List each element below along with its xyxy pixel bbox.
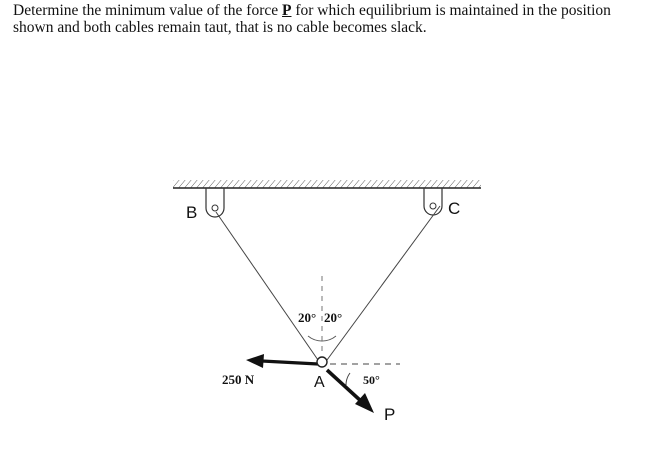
problem-text-before: Determine the minimum value of the force [13, 2, 283, 19]
label-force-p: P [384, 405, 396, 424]
pulley-c-bracket [424, 188, 442, 215]
label-point-a: A [314, 374, 325, 391]
force-p-shaft [327, 370, 362, 402]
ceiling-support [173, 180, 481, 188]
joint-a [317, 357, 327, 367]
load-arrow-head [246, 354, 264, 368]
label-angle-left: 20° [298, 310, 317, 325]
cable-ab [216, 212, 318, 360]
pulley-b [206, 188, 224, 217]
pulley-b-bracket [206, 188, 224, 217]
cable-ac [327, 206, 440, 360]
ceiling-hatch [173, 180, 481, 188]
pulley-c-pin [430, 203, 436, 209]
label-support-c: C [448, 199, 461, 218]
label-load: 250 N [222, 372, 255, 387]
problem-text-after: for which equilibrium is maintained in the position shown and both cables remain taut, that is no cable becomes slack. [13, 2, 611, 36]
label-angle-force: 50° [363, 373, 380, 387]
load-arrow [246, 354, 318, 368]
pulley-b-pin [212, 205, 218, 211]
pulley-c [424, 188, 442, 215]
label-support-b: B [186, 203, 198, 222]
force-symbol-p: P [282, 2, 292, 19]
angle-arc-force [346, 373, 350, 385]
load-arrow-shaft [262, 361, 318, 364]
label-angle-right: 20° [324, 310, 343, 325]
